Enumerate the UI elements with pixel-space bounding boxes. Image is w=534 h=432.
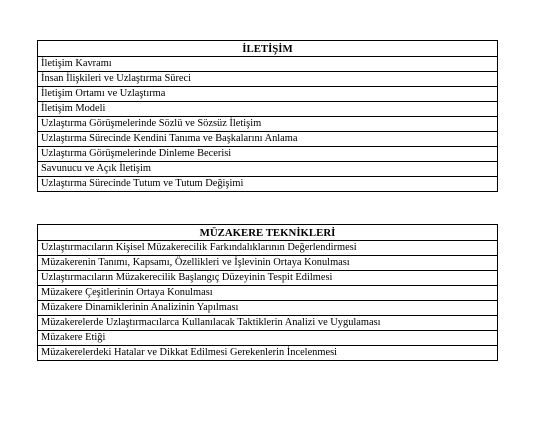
list-item: İletişim Kavramı: [38, 57, 498, 72]
list-item: İnsan İlişkileri ve Uzlaştırma Süreci: [38, 72, 498, 87]
section-title: MÜZAKERE TEKNİKLERİ: [38, 225, 498, 241]
table-row: [38, 346, 498, 361]
list-item: Müzakere Etiği: [38, 331, 498, 346]
table-row: [38, 301, 498, 316]
list-item: Müzakere Çeşitlerinin Ortaya Konulması: [38, 286, 498, 301]
list-item: Uzlaştırma Sürecinde Tutum ve Tutum Değişimi: [38, 177, 498, 192]
table-row: [38, 162, 498, 177]
list-item: Müzakerelerde Uzlaştırmacılarca Kullanılacak Taktiklerin Analizi ve Uygulaması: [38, 316, 498, 331]
table-header-row: [38, 41, 498, 57]
table-row: [38, 177, 498, 192]
table-row: [38, 57, 498, 72]
table-row: [38, 241, 498, 256]
list-item: Uzlaştırma Sürecinde Kendini Tanıma ve Başkalarını Anlama: [38, 132, 498, 147]
table-row: [38, 271, 498, 286]
table-row: [38, 102, 498, 117]
table-row: [38, 132, 498, 147]
list-item: Uzlaştırma Görüşmelerinde Sözlü ve Sözsüz İletişim: [38, 117, 498, 132]
list-item: Uzlaştırma Görüşmelerinde Dinleme Becerisi: [38, 147, 498, 162]
list-item: Müzakerelerdeki Hatalar ve Dikkat Edilmesi Gerekenlerin İncelenmesi: [38, 346, 498, 361]
list-item: Müzakerenin Tanımı, Kapsamı, Özellikleri ve İşlevinin Ortaya Konulması: [38, 256, 498, 271]
table-row: [38, 117, 498, 132]
table-row: [38, 316, 498, 331]
list-item: Uzlaştırmacıların Kişisel Müzakerecilik Farkındalıklarının Değerlendirmesi: [38, 241, 498, 256]
table-header-row: [38, 225, 498, 241]
list-item: Müzakere Dinamiklerinin Analizinin Yapılması: [38, 301, 498, 316]
list-item: Savunucu ve Açık İletişim: [38, 162, 498, 177]
section-title: İLETİŞİM: [38, 41, 498, 57]
table-row: [38, 87, 498, 102]
table-row: [38, 72, 498, 87]
table-row: [38, 256, 498, 271]
list-item: Uzlaştırmacıların Müzakerecilik Başlangıç Düzeyinin Tespit Edilmesi: [38, 271, 498, 286]
table-row: [38, 331, 498, 346]
table-row: [38, 147, 498, 162]
iletisim-table: [37, 40, 498, 192]
muzakere-teknikleri-table: [37, 224, 498, 361]
list-item: İletişim Modeli: [38, 102, 498, 117]
list-item: İletişim Ortamı ve Uzlaştırma: [38, 87, 498, 102]
table-row: [38, 286, 498, 301]
